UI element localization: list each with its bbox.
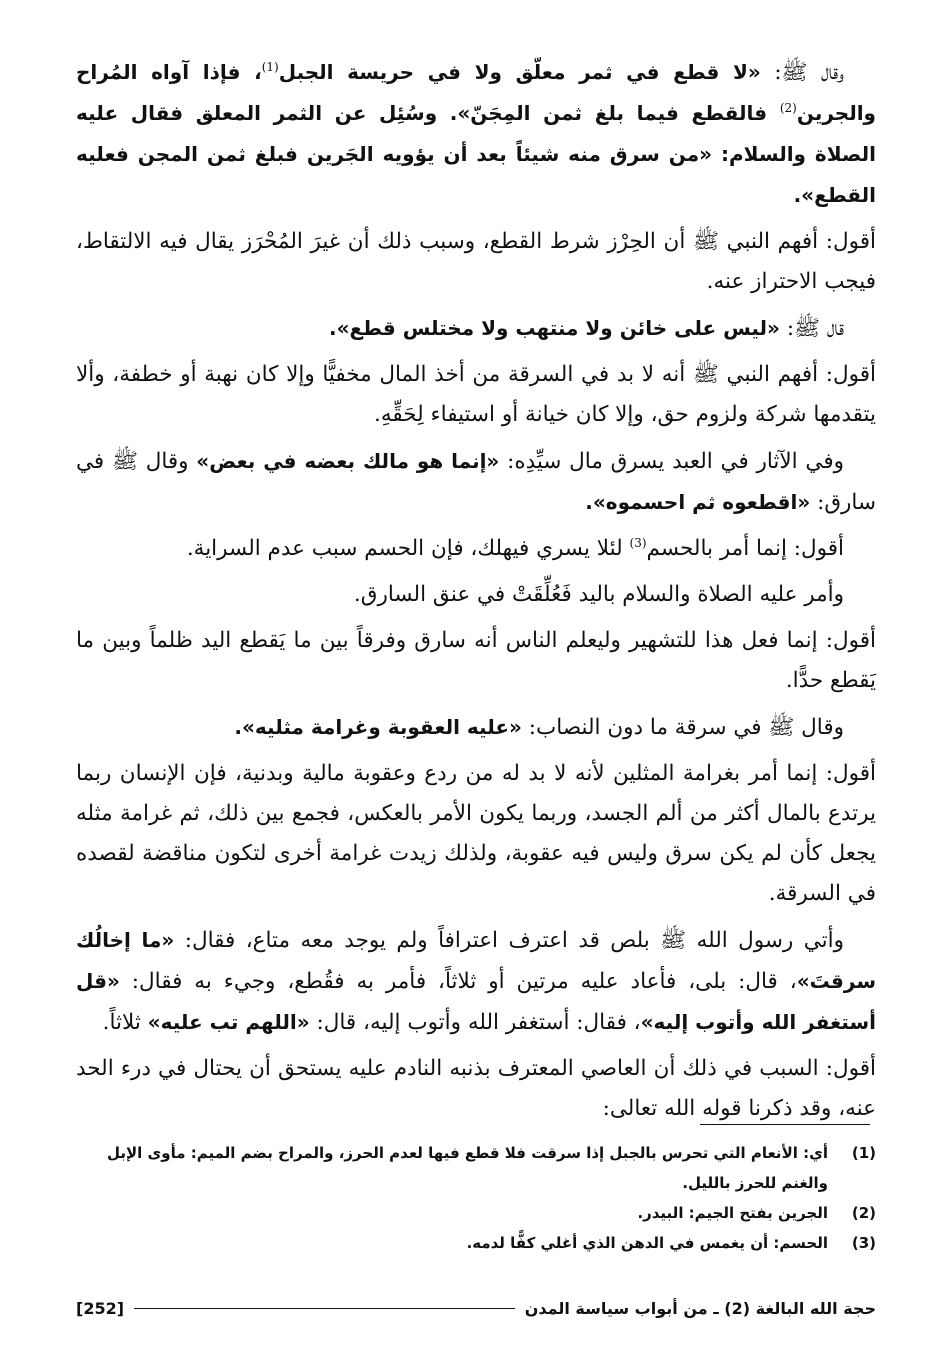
- footnote-ref-1: (1): [261, 59, 279, 74]
- footnote-3: [76, 1228, 876, 1258]
- hadith-quote: «اللهم تب عليه»: [147, 1010, 310, 1034]
- paragraph-5: وفي الآثار في العبد يسرق مال سيِّدِه: «إنما هو مالك بعضه في بعض» وقال ﷺ في سارق: «اقطعوه ثم احسموه».: [76, 449, 876, 515]
- page-number: [252]: [76, 1298, 125, 1318]
- footnote-text: أي: الأنعام التي تحرس بالجبل إذا سرقت فلا قطع فيها لعدم الحرز، والمراح بضم الميم: مأوى الإبل والغنم للحرز بالليل.: [106, 1144, 828, 1192]
- paragraph-6: أقول: إنما أمر بالحسم$^{(3)}$ لئلا يسري فيهلك، فإن الحسم سبب عدم السراية.: [186, 535, 844, 561]
- hadith-quote: «إنما هو مالك بعضه في بعض»: [196, 449, 500, 473]
- page-footer: [76, 1295, 876, 1321]
- paragraph-4: أقول: أفهم النبي ﷺ أنه لا بد في السرقة من أخذ المال مخفيًّا وإلا كان نهبة أو خطفة، وألا يتقدمها شركة ولزوم حق، وإلا كان خيانة أو استيفاء لِحَقِّهِ.: [76, 362, 876, 427]
- paragraph-9: وقال ﷺ في سرقة ما دون النصاب: «عليه العقوبة وغرامة مثليه».: [234, 715, 844, 740]
- footnote-2: [76, 1198, 876, 1228]
- hadith-quote: «اقطعوه ثم احسموه».: [585, 490, 811, 514]
- paragraph-7: وأمر عليه الصلاة والسلام باليد فَعُلِّقَتْ في عنق السارق.: [353, 582, 844, 607]
- paragraph-2: أقول: أفهم النبي ﷺ أن الحِرْز شرط القطع، وسبب ذلك أن غيرَ المُحْرَز يقال فيه الالتقاط، فيجب الاحتراز عنه.: [76, 229, 876, 294]
- hadith-quote: «ما إخالُك سرقتَ»: [76, 928, 876, 993]
- paragraph-1: وقال ﷺ: «لا قطع في ثمر معلّق ولا في حريسة الجبل$^{(1)}$، فإذا آواه المُراح والجرين$^{(2)}$ فالقطع فيما بلغ ثمن المِجَنّ». وسُئِل عن الثمر المعلق فقال عليه الصلاة والسلام: «من سرق منه شيئاً بعد أن يؤويه الجَرين فبلغ ثمن المجن فعليه القطع».: [76, 59, 876, 207]
- hadith-quote: فالقطع فيما بلغ ثمن المِجَنّ». وسُئِل عن الثمر المعلق فقال عليه الصلاة والسلام:: [76, 101, 876, 166]
- footnotes: [76, 1138, 876, 1258]
- hadith-quote: «عليه العقوبة وغرامة مثليه».: [234, 715, 522, 739]
- hadith-quote: «ليس على خائن ولا منتهب ولا مختلس قطع».: [328, 316, 780, 340]
- paragraph-10: أقول: إنما أمر بغرامة المثلين لأنه لا بد له من ردع وعقوبة مالية وبدنية، فإن الإنسان ربما يرتدع بالمال أكثر من ألم الجسد، وربما يكون الأمر بالعكس، فجمع بين ذلك، ثم غرامة مثله يجعل كأن لم يكن سرق وليس فيه عقوبة، ولذلك زيدت غرامة أخرى لتكون مناقضة لقصده في السرقة.: [76, 761, 876, 906]
- hadith-quote: ، فإذا آواه المُراح والجرين: [76, 60, 876, 125]
- footnote-number: (3): [851, 1234, 876, 1252]
- hadith-quote: «من سرق منه شيئاً بعد أن يؤويه الجَرين فبلغ ثمن المجن فعليه القطع».: [76, 142, 876, 207]
- main-text: [76, 52, 876, 1135]
- paragraph-12: أقول: السبب في ذلك أن العاصي المعترف بذنبه النادم عليه يستحق أن يحتال في درء الحد عنه، وقد ذكرنا قوله الله تعالى:: [76, 1056, 876, 1121]
- footnote-text: الجرين بفتح الجيم: البيدر.: [637, 1204, 828, 1222]
- hadith-quote: «لا قطع في ثمر معلّق ولا في حريسة الجبل: [278, 60, 761, 84]
- paragraph-11: وأتي رسول الله ﷺ بلص قد اعترف اعترافاً ولم يوجد معه متاع، فقال: «ما إخالُك سرقتَ»، قال: بلى، فأعاد عليه مرتين أو ثلاثاً، فأمر به فقُطع، وجيء به فقال: «قل أستغفر الله وأتوب إليه»، فقال: أستغفر الله وأتوب إليه، قال: «اللهم تب عليه» ثلاثاً.: [76, 928, 876, 1035]
- footer-rule: [134, 1308, 515, 1309]
- footnote-ref-2: (2): [779, 100, 797, 115]
- footnote-number: (2): [851, 1204, 876, 1222]
- paragraph-8: أقول: إنما فعل هذا للتشهير وليعلم الناس أنه سارق وفرقاً بين ما يَقطع اليد ظلماً وبين ما يَقطع حدًّا.: [76, 628, 876, 693]
- running-title: حجة الله البالغة (2) ـ من أبواب سياسة المدن: [524, 1298, 876, 1318]
- footnote-text: الحسم: أن يغمس في الدهن الذي أغلي كفًّا لدمه.: [466, 1234, 828, 1252]
- footnote-separator: [700, 1124, 870, 1125]
- paragraph-3: قال ﷺ: «ليس على خائن ولا منتهب ولا مختلس قطع».: [328, 316, 844, 341]
- footnote-ref-3: (3): [629, 535, 647, 550]
- hadith-quote: «قل أستغفر الله وأتوب إليه»: [76, 969, 876, 1034]
- footnote-1: [76, 1138, 876, 1198]
- footnote-number: (1): [851, 1144, 876, 1162]
